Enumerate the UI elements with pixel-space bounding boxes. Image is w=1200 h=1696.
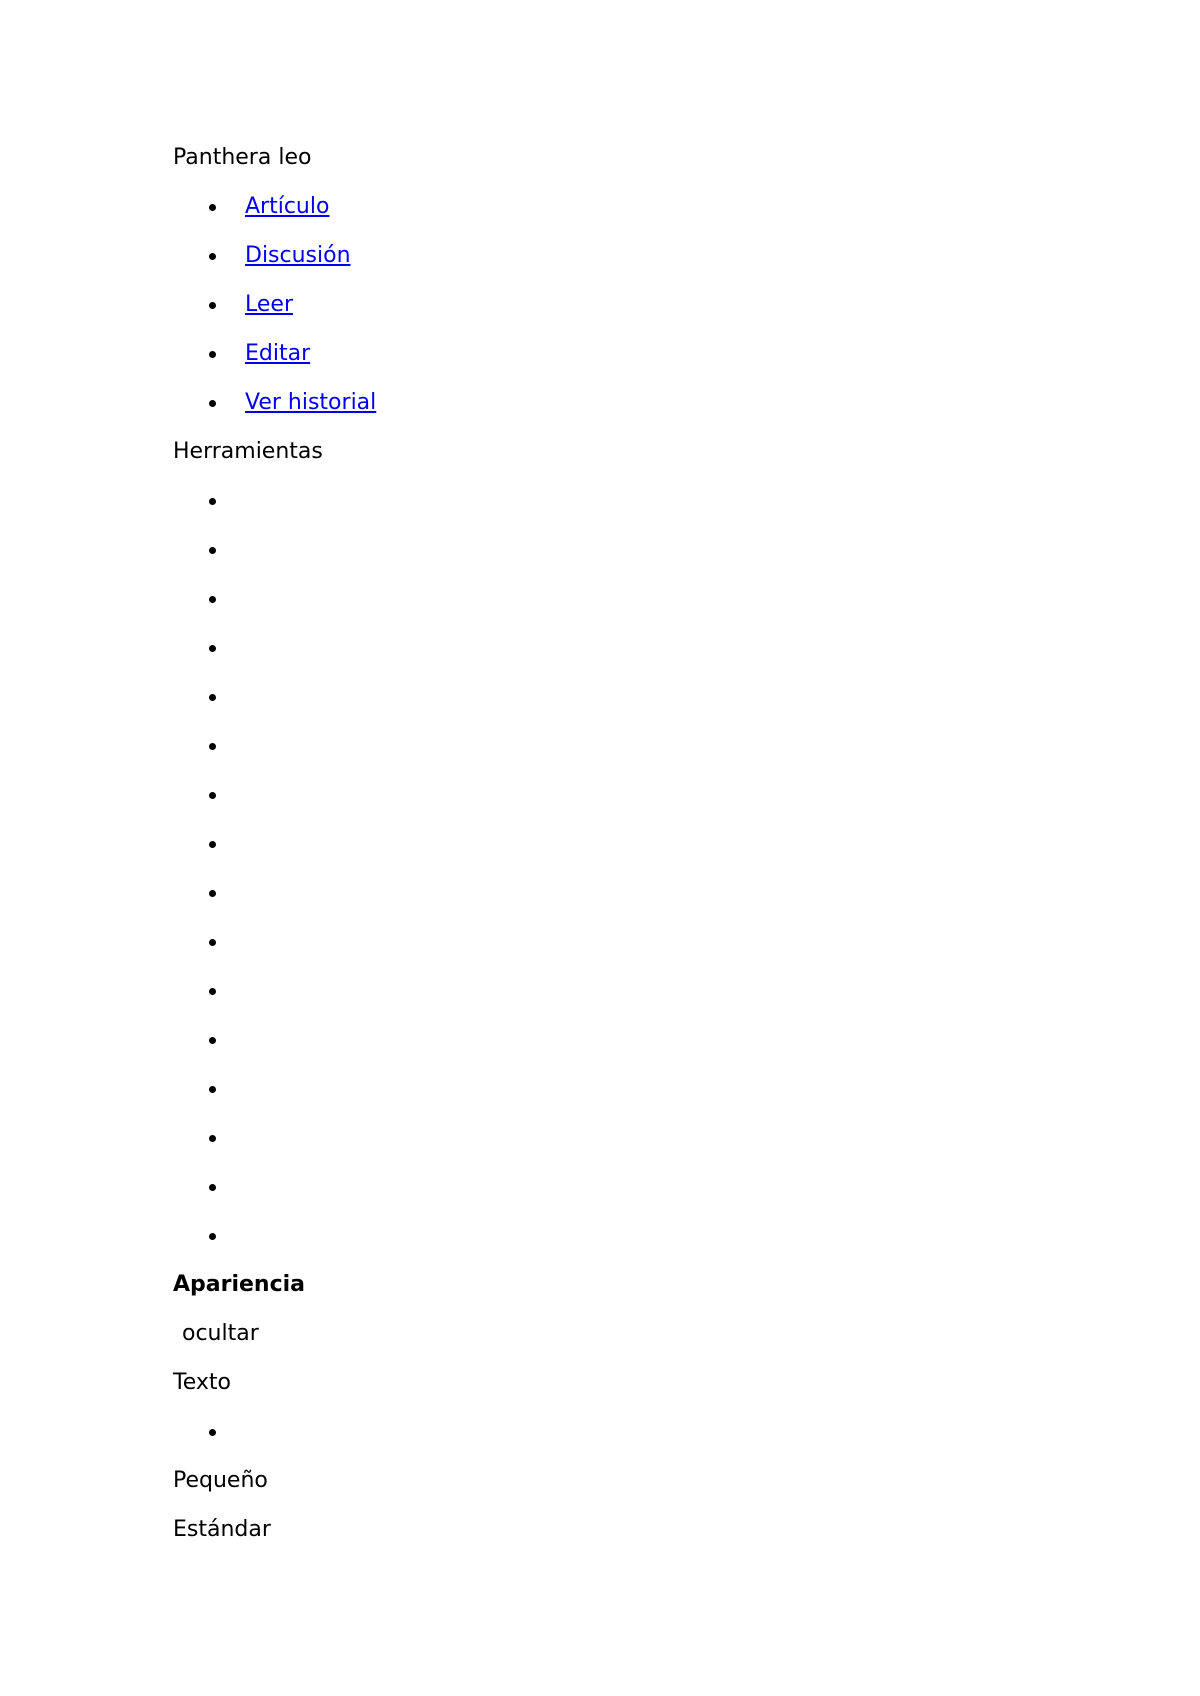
tools-list-item	[173, 630, 376, 679]
tools-list-item	[173, 728, 376, 777]
read-link[interactable]: Leer	[245, 292, 293, 317]
text-size-list	[173, 1414, 376, 1463]
tools-list-item	[173, 532, 376, 581]
tools-list-item	[173, 581, 376, 630]
edit-link[interactable]: Editar	[245, 341, 311, 366]
tools-heading: Herramientas	[173, 439, 323, 464]
page-content	[173, 140, 376, 1561]
tools-list-item	[173, 973, 376, 1022]
tab-discussion	[173, 238, 376, 287]
history-link[interactable]: Ver historial	[245, 390, 377, 415]
text-size-label: Texto	[173, 1370, 231, 1395]
tools-list-item	[173, 1169, 376, 1218]
appearance-heading: Apariencia	[173, 1272, 306, 1297]
tools-list-item	[173, 875, 376, 924]
tab-article	[173, 189, 376, 238]
hide-appearance-button[interactable]: ocultar	[182, 1321, 259, 1346]
text-size-list-item	[173, 1414, 376, 1463]
tools-list-item	[173, 1120, 376, 1169]
tools-list-item	[173, 1071, 376, 1120]
article-link[interactable]: Artículo	[245, 194, 330, 219]
tab-edit	[173, 336, 376, 385]
tools-list-item	[173, 924, 376, 973]
page-tabs	[173, 189, 376, 434]
discussion-link[interactable]: Discusión	[245, 243, 351, 268]
tab-history	[173, 385, 376, 434]
tab-read	[173, 287, 376, 336]
tools-list-item	[173, 679, 376, 728]
tools-list-item	[173, 483, 376, 532]
page-title: Panthera leo	[173, 145, 312, 170]
tools-list-item	[173, 1022, 376, 1071]
tools-list-item	[173, 777, 376, 826]
tools-list-item	[173, 1218, 376, 1267]
text-size-option-standard[interactable]: Estándar	[173, 1517, 271, 1542]
tools-list-item	[173, 826, 376, 875]
tools-list	[173, 483, 376, 1267]
text-size-option-small[interactable]: Pequeño	[173, 1468, 268, 1493]
